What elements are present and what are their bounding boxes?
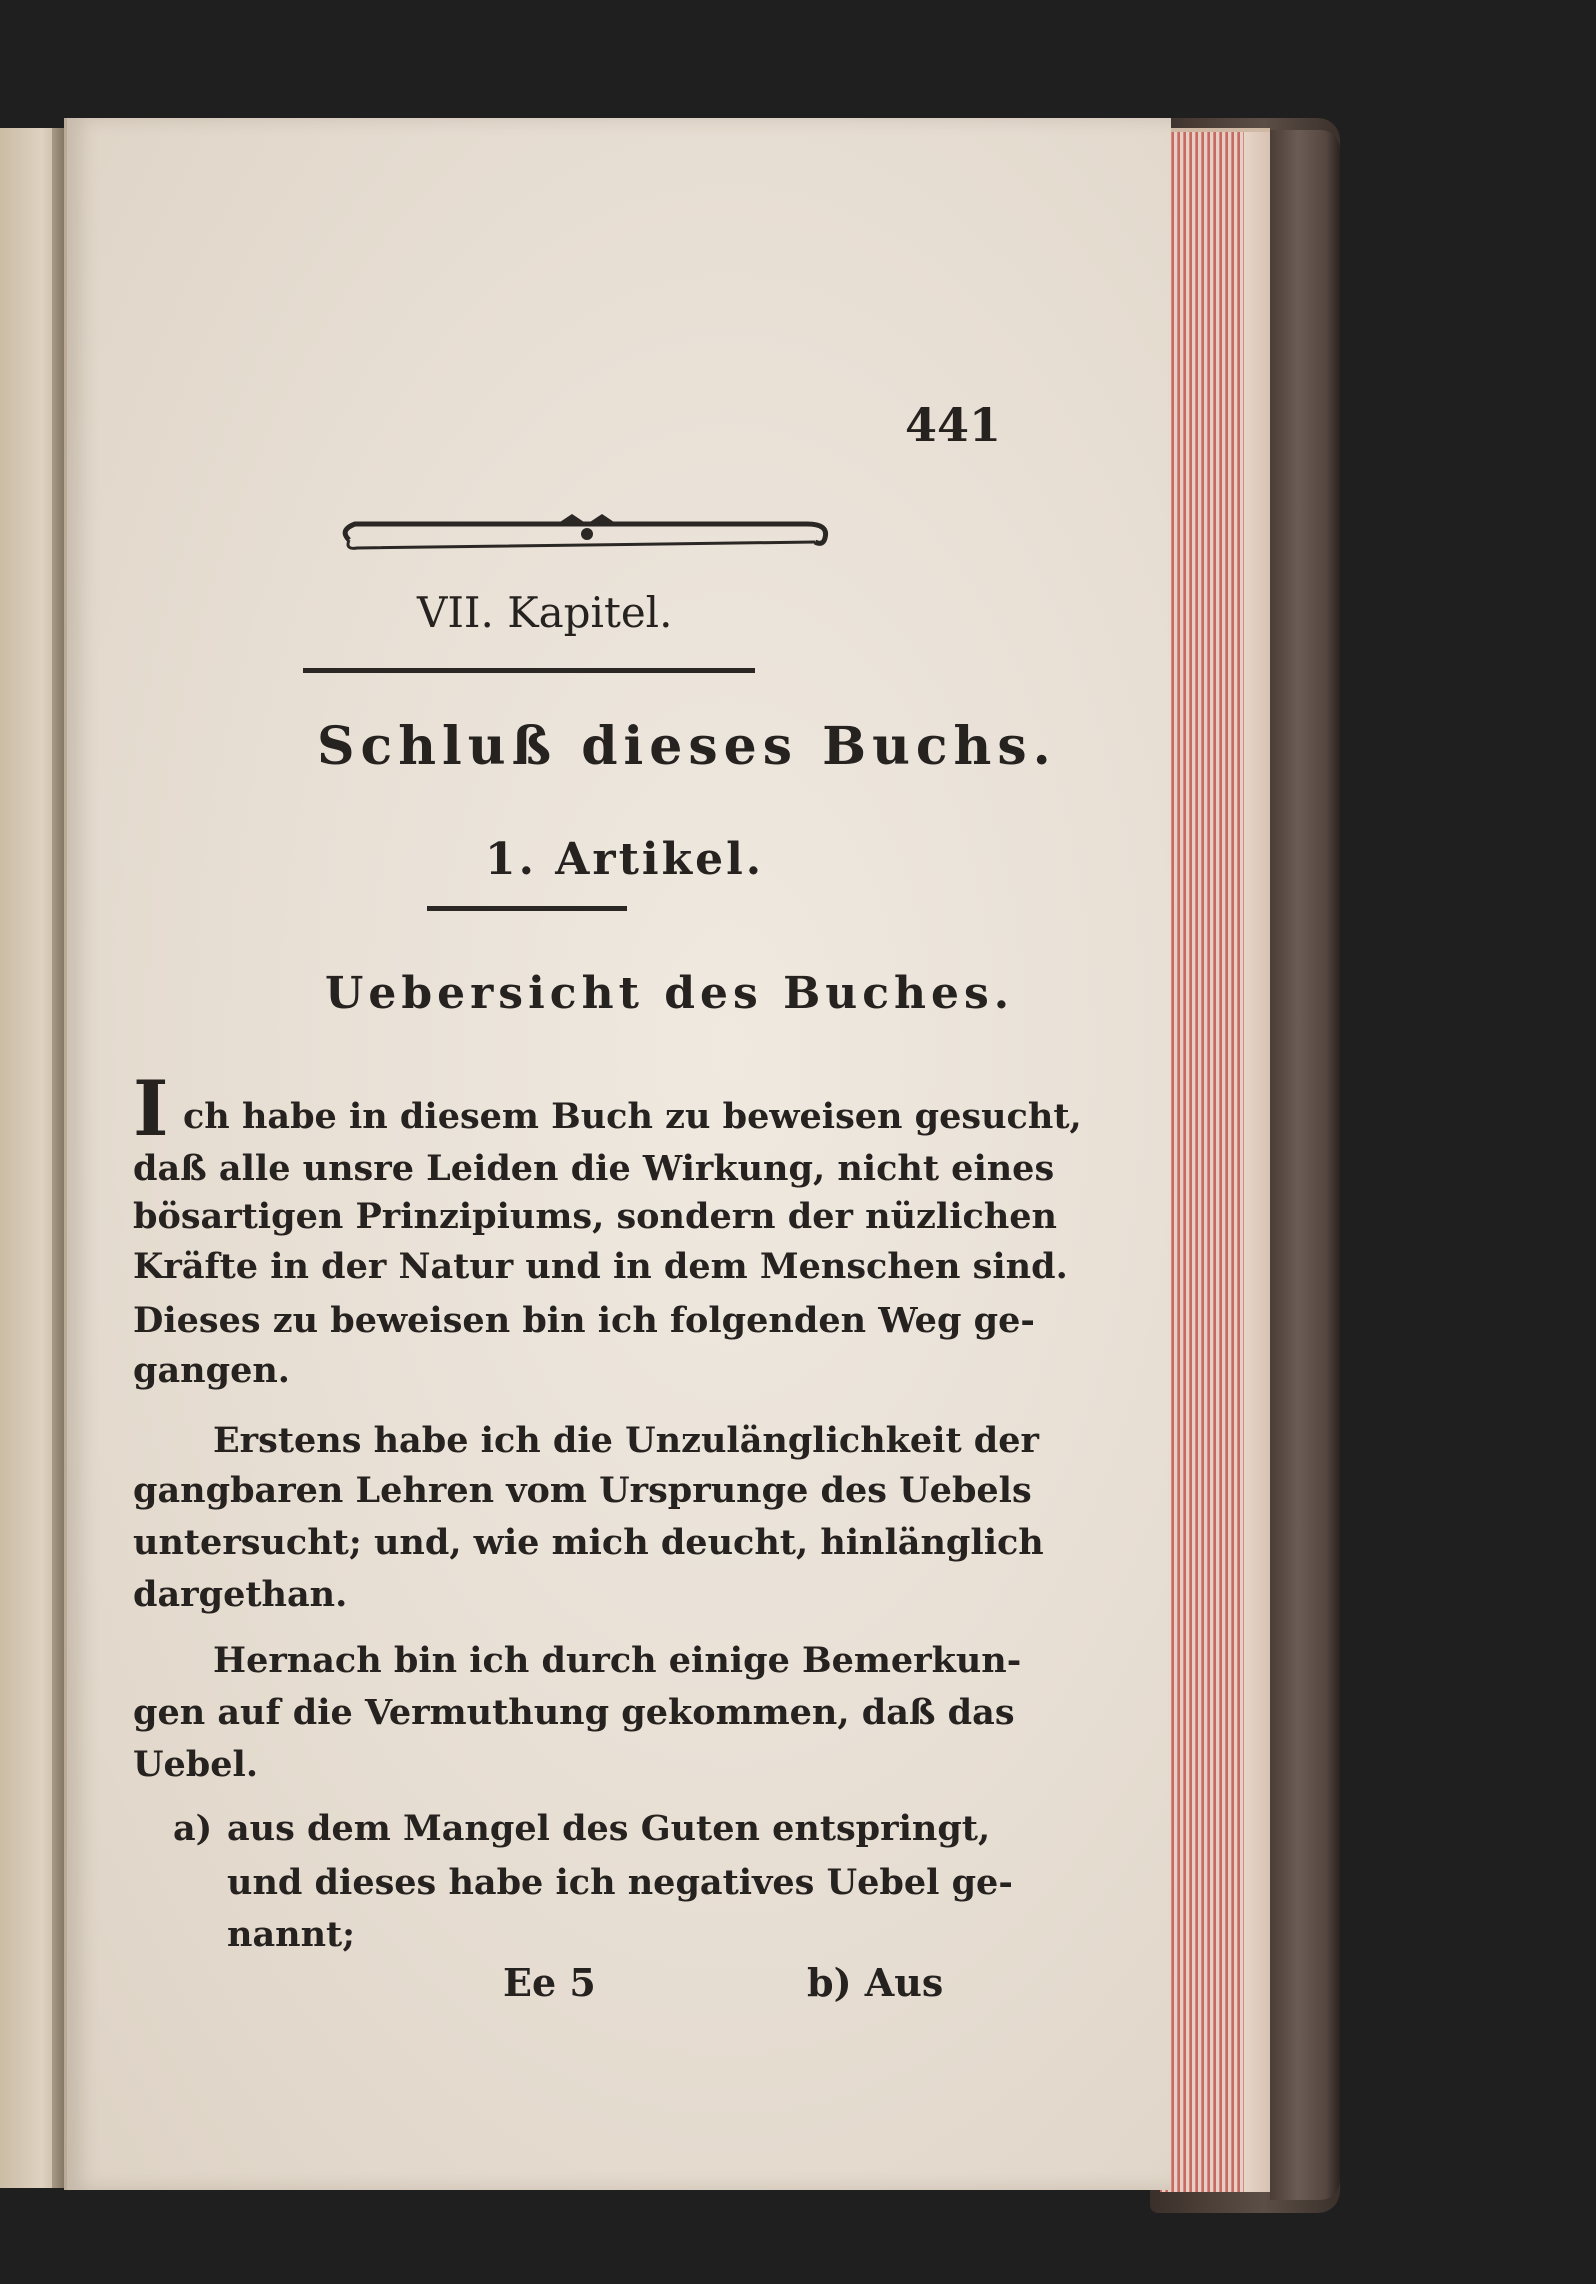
body-line: dargethan. — [133, 1574, 348, 1615]
page-number: 441 — [905, 398, 1002, 452]
ornamental-rule — [337, 510, 837, 560]
drop-cap: I — [133, 1064, 169, 1153]
rule-short — [427, 906, 627, 911]
rule-top — [303, 668, 755, 673]
body-line: untersucht; und, wie mich deucht, hinlänglich — [133, 1522, 1044, 1563]
body-line: und dieses habe ich negatives Uebel ge- — [227, 1862, 1013, 1903]
catchword: b) Aus — [807, 1960, 944, 2005]
page — [64, 118, 1171, 2190]
body-line: bösartigen Prinzipiums, sondern der nüzlichen — [133, 1196, 1057, 1237]
page-edges — [1160, 128, 1270, 2192]
signature-mark: Ee 5 — [503, 1960, 596, 2005]
body-line: gangbaren Lehren vom Ursprunge des Uebels — [133, 1470, 1032, 1511]
body-line: Erstens habe ich die Unzulänglichkeit der — [213, 1420, 1039, 1461]
body-line: Kräfte in der Natur und in dem Menschen sind. — [133, 1246, 1068, 1287]
list-marker: a) — [173, 1808, 213, 1849]
body-line: gen auf die Vermuthung gekommen, daß das — [133, 1692, 1015, 1733]
body-line: gangen. — [133, 1350, 290, 1391]
body-line: Hernach bin ich durch einige Bemerkun- — [213, 1640, 1022, 1681]
body-line: Uebel. — [133, 1744, 259, 1785]
body-line: daß alle unsre Leiden die Wirkung, nicht eines — [133, 1148, 1055, 1189]
body-line: nannt; — [227, 1914, 356, 1955]
chapter-heading: VII. Kapitel. — [417, 588, 673, 637]
article-heading: 1. Artikel. — [485, 834, 765, 885]
body-line: Dieses zu beweisen bin ich folgenden Weg ge- — [133, 1300, 1035, 1341]
body-line: aus dem Mangel des Guten entspringt, — [227, 1808, 991, 1849]
body-line: ch habe in diesem Buch zu beweisen gesucht, — [183, 1096, 1082, 1137]
section-title: Schluß dieses Buchs. — [317, 716, 1057, 777]
subheading: Uebersicht des Buches. — [325, 968, 1015, 1019]
book-cover-edge — [1270, 130, 1340, 2200]
